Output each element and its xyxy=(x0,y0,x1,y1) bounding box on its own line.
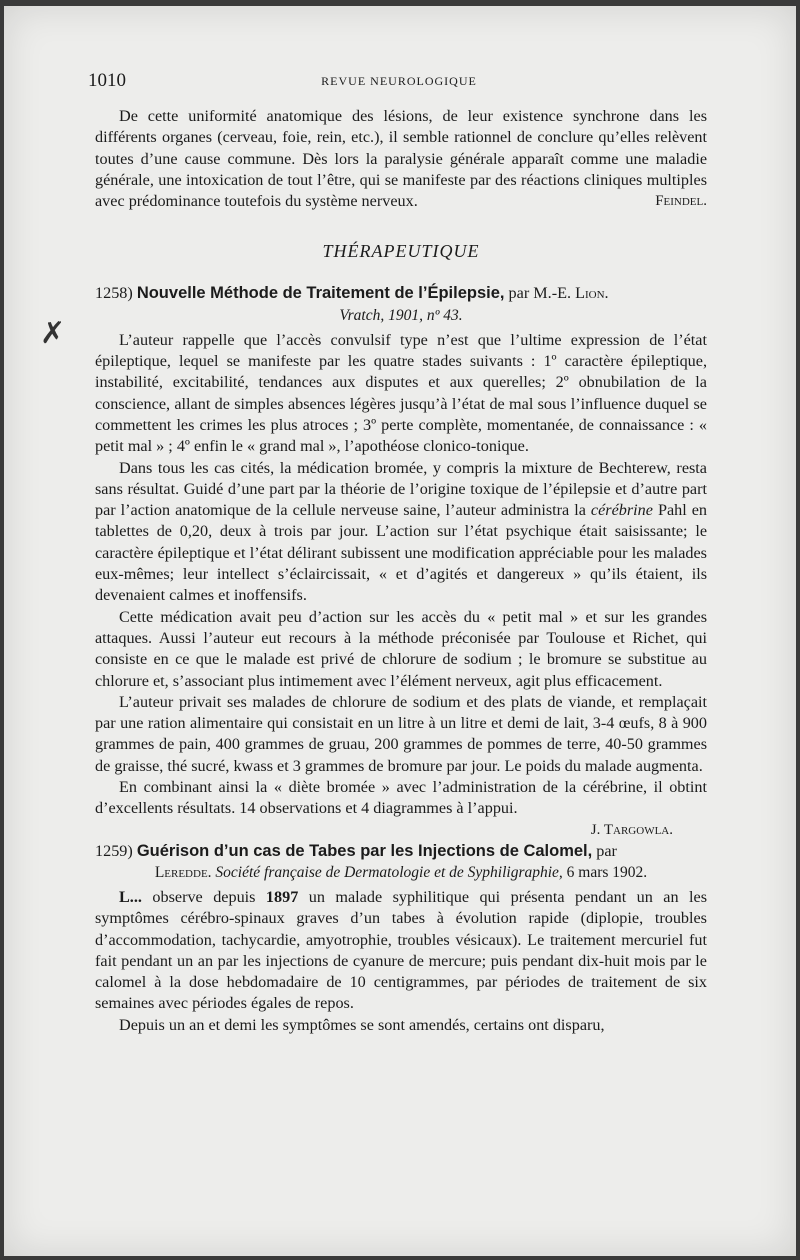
source-name: Société française de Dermatologie et de Syphiligraphie, xyxy=(215,863,563,881)
journal-title: REVUE NEUROLOGIQUE xyxy=(321,74,477,88)
paragraph: L’auteur privait ses malades de chlorure de sodium et des plats de viande, et remplaçait par une ration alimentaire qui consistait en un litre à un litre et demi de lait, 3-4 œufs, 8 à 900 grammes de pain, 400 grammes de gruau, 200 grammes de pommes de terre, 40-50 grammes de graisse, thé sucré, kwass et 3 grammes de bromure par jour. Le poids du malade augmenta. xyxy=(95,692,707,775)
paragraph xyxy=(95,458,707,607)
article-title: Guérison d’un cas de Tabes par les Injections de Calomel, xyxy=(136,841,593,860)
text-run: un malade syphilitique qui présenta pendant un an les symptômes cérébro-spinaux graves d’un tabes à évolution rapide (diplopie, troubles d’accommodation, tachycardie, amyotrophie, troubles vésicaux). Le traitement mercuriel fut fait pendant un an par les injections de cyanure de mercure; puis pendant dix-huit mois par le calomel à la dose hebdomadaire de 10 centigrammes, par périodes de traitement de six semaines avec périodes égales de repos. xyxy=(95,887,708,1013)
article-author: Leredde. xyxy=(154,863,212,881)
article-1258-heading xyxy=(95,283,707,304)
article-by: par M.-E. xyxy=(508,284,572,303)
article-signature: J. Targowla. xyxy=(590,821,673,838)
source-date: 6 mars 1902. xyxy=(566,863,648,881)
drug-name: cérébrine xyxy=(590,501,653,520)
paragraph: En combinant ainsi la « diète bromée » avec l’administration de la cérébrine, il obtint d’excellents résultats. 14 observations et 4 diagrammes à l’appui. xyxy=(95,778,707,818)
article-source xyxy=(95,862,707,883)
article-source: Vratch, 1901, nº 43. xyxy=(339,306,463,324)
scanned-page xyxy=(4,6,796,1256)
text-run: Pahl en tablettes de 0,20, deux à trois par jour. L’action sur l’état psychique était saisissante; le caractère épileptique et l’état délirant subissent une modification appréciable pour les malades eux-mêmes; leur intellect s’éclaircissait, « et d’agités et dangereux » qu’ils étaient, ils devenaient calmes et inoffensifs. xyxy=(95,501,707,605)
section-title: THÉRAPEUTIQUE xyxy=(322,241,480,262)
paragraph: Cette médication avait peu d’action sur les accès du « petit mal » et sur les grandes attaques. Aussi l’auteur eut recours à la méthode préconisée par Toulouse et Richet, qui consiste en ce que le malade est privé de chlorure de sodium ; le bromure se substitue au chlorure et, s’associant plus intimement avec l’élément nerveux, agit plus efficacement. xyxy=(95,607,707,690)
article-number: 1259) xyxy=(95,841,133,860)
article-1259-heading xyxy=(95,841,707,862)
text-run: observe depuis xyxy=(152,887,256,906)
year: 1897 xyxy=(265,887,299,906)
text-run: Dans tous les cas cités, la médication bromée, y compris la mixture de Bechterew, resta sans résultat. Guidé d’une part par la théorie de l’origine toxique de l’épilepsie et d’autre part par l’action anatomique de la cellule nerveuse saine, l’auteur administra la xyxy=(95,458,707,520)
paragraph: Depuis un an et demi les symptômes se sont amendés, certains ont disparu, xyxy=(119,1015,605,1034)
intro-signature: Feindel. xyxy=(655,193,707,210)
intro-paragraph: De cette uniformité anatomique des lésions, de leur existence synchrone dans les différents organes (cerveau, foie, rein, etc.), il semble rationnel de conclure qu’elles relèvent toutes d’une cause commune. Dès lors la paralysie générale apparaît comme une maladie générale, une intoxication de tout l’être, qui se manifeste par des réactions cliniques multiples avec prédominance toutefois du système nerveux. xyxy=(95,107,707,211)
margin-pencil-mark: ✗ xyxy=(40,316,66,351)
article-title: Nouvelle Méthode de Traitement de l’Épilepsie, xyxy=(136,284,505,303)
page-number: 1010 xyxy=(88,70,126,91)
article-by: par xyxy=(596,841,617,860)
paragraph: L’auteur rappelle que l’accès convulsif type n’est que l’ultime expression de l’état épileptique, lequel se manifeste par les quatre stades suivants : 1º caractère épileptique, instabilité, excitabilité, tendances aux disputes et aux querelles; 2º obnubilation de la conscience, allant de simples absences légères jusqu’à l’état de mal sous l’influence duquel se commettent les crimes les plus atroces ; 3º perte complète, momentanée, de connaissance : « petit mal » ; 4º enfin le « grand mal », l’apothéose clonico-tonique. xyxy=(95,330,707,456)
patient-name: L... xyxy=(119,887,142,906)
paragraph xyxy=(95,887,707,1015)
article-number: 1258) xyxy=(95,284,133,303)
page-body xyxy=(95,106,707,1036)
running-header xyxy=(84,70,714,94)
article-author: Lion. xyxy=(575,284,609,303)
